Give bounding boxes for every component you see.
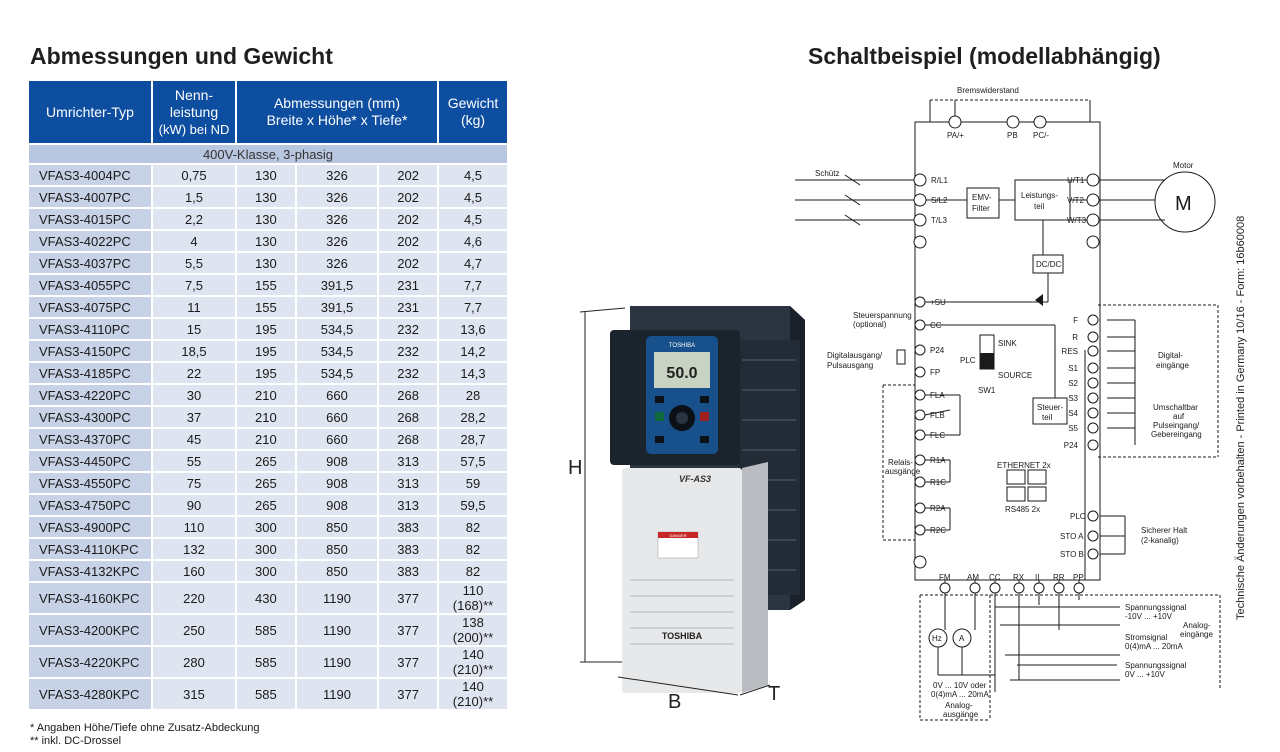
svg-text:Digital-: Digital- — [1158, 351, 1183, 360]
value-cell: 850 — [297, 517, 377, 537]
value-cell: 15 — [153, 319, 235, 339]
table-row — [29, 679, 507, 709]
value-cell: 250 — [153, 615, 235, 645]
svg-text:S/L2: S/L2 — [931, 196, 948, 205]
value-cell: 55 — [153, 451, 235, 471]
svg-text:Hz: Hz — [932, 634, 942, 643]
table-row — [29, 209, 507, 229]
svg-text:FLB: FLB — [930, 411, 945, 420]
svg-text:Filter: Filter — [972, 204, 990, 213]
model-cell: VFAS3-4550PC — [29, 473, 151, 493]
value-cell: 14,2 — [439, 341, 507, 361]
value-cell: 130 — [237, 187, 295, 207]
value-cell: 7,7 — [439, 275, 507, 295]
model-cell: VFAS3-4007PC — [29, 187, 151, 207]
value-cell: 280 — [153, 647, 235, 677]
svg-text:-10V ... +10V: -10V ... +10V — [1125, 612, 1172, 621]
value-cell: 28 — [439, 385, 507, 405]
svg-text:DC/DC: DC/DC — [1036, 260, 1062, 269]
model-cell: VFAS3-4450PC — [29, 451, 151, 471]
svg-text:P24: P24 — [1063, 441, 1078, 450]
value-cell: 37 — [153, 407, 235, 427]
model-cell: VFAS3-4110PC — [29, 319, 151, 339]
table-row — [29, 583, 507, 613]
table-row — [29, 429, 507, 449]
svg-text:Umschaltbar: Umschaltbar — [1153, 403, 1198, 412]
svg-text:U/T1: U/T1 — [1067, 176, 1085, 185]
value-cell: 202 — [379, 253, 437, 273]
svg-text:Gebereingang: Gebereingang — [1151, 430, 1202, 439]
svg-text:T/L3: T/L3 — [931, 216, 948, 225]
svg-text:PA/+: PA/+ — [947, 131, 964, 140]
svg-text:ETHERNET 2x: ETHERNET 2x — [997, 461, 1051, 470]
model-cell: VFAS3-4160KPC — [29, 583, 151, 613]
value-cell: 82 — [439, 561, 507, 581]
value-cell: 110 (168)** — [439, 583, 507, 613]
svg-text:R2A: R2A — [930, 504, 946, 513]
legal-note: Technische Änderungen vorbehalten - Printed in Germany 10/16 - Form: 16b60008 — [1235, 215, 1247, 620]
value-cell: 300 — [237, 561, 295, 581]
value-cell: 1,5 — [153, 187, 235, 207]
svg-text:EMV-: EMV- — [972, 193, 992, 202]
svg-text:AM: AM — [967, 573, 979, 582]
dimensions-table — [27, 79, 509, 711]
value-cell: 155 — [237, 297, 295, 317]
value-cell: 326 — [297, 165, 377, 185]
value-cell: 11 — [153, 297, 235, 317]
value-cell: 585 — [237, 679, 295, 709]
svg-text:eingänge: eingänge — [1180, 630, 1213, 639]
value-cell: 313 — [379, 495, 437, 515]
svg-text:0V ... 10V oder: 0V ... 10V oder — [933, 681, 987, 690]
value-cell: 57,5 — [439, 451, 507, 471]
table-row — [29, 647, 507, 677]
table-row — [29, 319, 507, 339]
model-cell: VFAS3-4370PC — [29, 429, 151, 449]
svg-text:RX: RX — [1013, 573, 1025, 582]
header-dimensions: Abmessungen (mm) Breite x Höhe* x Tiefe* — [237, 81, 437, 143]
value-cell: 315 — [153, 679, 235, 709]
value-cell: 232 — [379, 363, 437, 383]
value-cell: 391,5 — [297, 275, 377, 295]
svg-text:RES: RES — [1061, 347, 1078, 356]
svg-text:Bremswiderstand: Bremswiderstand — [957, 86, 1019, 95]
svg-text:Steuer-: Steuer- — [1037, 403, 1064, 412]
value-cell: 210 — [237, 429, 295, 449]
svg-text:Analog-: Analog- — [945, 701, 973, 710]
value-cell: 268 — [379, 407, 437, 427]
svg-text:FLC: FLC — [930, 431, 946, 440]
svg-text:S2: S2 — [1068, 379, 1078, 388]
value-cell: 220 — [153, 583, 235, 613]
value-cell: 534,5 — [297, 363, 377, 383]
value-cell: 82 — [439, 539, 507, 559]
value-cell: 377 — [379, 615, 437, 645]
table-row — [29, 495, 507, 515]
dim-t: T — [768, 683, 781, 705]
svg-text:PLC: PLC — [1070, 512, 1086, 521]
value-cell: 1190 — [297, 583, 377, 613]
table-row — [29, 451, 507, 471]
svg-text:0V ... +10V: 0V ... +10V — [1125, 670, 1165, 679]
value-cell: 585 — [237, 615, 295, 645]
value-cell: 908 — [297, 495, 377, 515]
svg-text:Relais-: Relais- — [888, 458, 913, 467]
value-cell: 4,5 — [439, 165, 507, 185]
value-cell: 660 — [297, 385, 377, 405]
svg-text:PB: PB — [1007, 131, 1018, 140]
value-cell: 75 — [153, 473, 235, 493]
svg-text:Schütz: Schütz — [815, 169, 840, 178]
table-row — [29, 297, 507, 317]
value-cell: 268 — [379, 385, 437, 405]
value-cell: 4,6 — [439, 231, 507, 251]
model-cell: VFAS3-4055PC — [29, 275, 151, 295]
model-cell: VFAS3-4750PC — [29, 495, 151, 515]
value-cell: 195 — [237, 363, 295, 383]
value-cell: 383 — [379, 539, 437, 559]
value-cell: 391,5 — [297, 297, 377, 317]
value-cell: 585 — [237, 647, 295, 677]
svg-text:V/T2: V/T2 — [1067, 196, 1084, 205]
svg-text:FP: FP — [930, 368, 941, 377]
svg-text:Pulsausgang: Pulsausgang — [827, 361, 874, 370]
model-cell: VFAS3-4004PC — [29, 165, 151, 185]
svg-text:S4: S4 — [1068, 409, 1078, 418]
value-cell: 850 — [297, 561, 377, 581]
svg-text:SINK: SINK — [998, 339, 1017, 348]
value-cell: 202 — [379, 231, 437, 251]
value-cell: 660 — [297, 429, 377, 449]
table-row — [29, 165, 507, 185]
value-cell: 210 — [237, 407, 295, 427]
value-cell: 383 — [379, 561, 437, 581]
model-cell: VFAS3-4037PC — [29, 253, 151, 273]
value-cell: 265 — [237, 495, 295, 515]
model-cell: VFAS3-4075PC — [29, 297, 151, 317]
value-cell: 202 — [379, 187, 437, 207]
value-cell: 313 — [379, 451, 437, 471]
header-type: Umrichter-Typ — [29, 81, 151, 143]
value-cell: 1190 — [297, 615, 377, 645]
svg-text:S3: S3 — [1068, 394, 1078, 403]
svg-text:R1A: R1A — [930, 456, 946, 465]
value-cell: 28,7 — [439, 429, 507, 449]
table-row — [29, 341, 507, 361]
model-cell: VFAS3-4220KPC — [29, 647, 151, 677]
table-row — [29, 615, 507, 645]
svg-text:A: A — [959, 634, 965, 643]
value-cell: 132 — [153, 539, 235, 559]
svg-text:CC: CC — [989, 573, 1001, 582]
table-row — [29, 407, 507, 427]
svg-text:Pulseingang/: Pulseingang/ — [1153, 421, 1200, 430]
panel-display: 50.0 — [666, 365, 698, 382]
value-cell: 326 — [297, 187, 377, 207]
model-cell: VFAS3-4200KPC — [29, 615, 151, 645]
value-cell: 300 — [237, 517, 295, 537]
value-cell: 18,5 — [153, 341, 235, 361]
value-cell: 130 — [237, 231, 295, 251]
value-cell: 14,3 — [439, 363, 507, 383]
value-cell: 377 — [379, 647, 437, 677]
model-cell: VFAS3-4110KPC — [29, 539, 151, 559]
value-cell: 231 — [379, 275, 437, 295]
model-cell: VFAS3-4280KPC — [29, 679, 151, 709]
value-cell: 1190 — [297, 647, 377, 677]
svg-text:R: R — [1072, 333, 1078, 342]
model-cell: VFAS3-4022PC — [29, 231, 151, 251]
svg-text:(optional): (optional) — [853, 320, 887, 329]
svg-text:PC/-: PC/- — [1033, 131, 1049, 140]
svg-text:FLA: FLA — [930, 391, 945, 400]
header-power: Nenn- leistung (kW) bei ND — [153, 81, 235, 143]
svg-text:W/T3: W/T3 — [1067, 216, 1087, 225]
svg-text:teil: teil — [1034, 202, 1045, 211]
svg-text:F: F — [1073, 316, 1078, 325]
value-cell: 4,5 — [439, 187, 507, 207]
value-cell: 231 — [379, 297, 437, 317]
value-cell: 138 (200)** — [439, 615, 507, 645]
dim-b: B — [668, 691, 682, 713]
svg-text:0(4)mA ... 20mA: 0(4)mA ... 20mA — [931, 690, 989, 699]
svg-text:S1: S1 — [1068, 364, 1078, 373]
svg-text:STO B: STO B — [1060, 550, 1084, 559]
svg-text:RR: RR — [1053, 573, 1065, 582]
svg-text:Steuerspannung: Steuerspannung — [853, 311, 912, 320]
dim-h: H — [568, 457, 583, 479]
value-cell: 313 — [379, 473, 437, 493]
value-cell: 430 — [237, 583, 295, 613]
svg-text:eingänge: eingänge — [1156, 361, 1189, 370]
svg-text:R1C: R1C — [930, 478, 947, 487]
value-cell: 326 — [297, 253, 377, 273]
model-cell: VFAS3-4132KPC — [29, 561, 151, 581]
value-cell: 383 — [379, 517, 437, 537]
model-cell: VFAS3-4900PC — [29, 517, 151, 537]
value-cell: 265 — [237, 473, 295, 493]
value-cell: 377 — [379, 583, 437, 613]
footnote-2: ** inkl. DC-Drossel — [30, 735, 122, 747]
value-cell: 160 — [153, 561, 235, 581]
svg-text:(2-kanalig): (2-kanalig) — [1141, 536, 1179, 545]
value-cell: 4,5 — [439, 209, 507, 229]
svg-text:Digitalausgang/: Digitalausgang/ — [827, 351, 883, 360]
value-cell: 300 — [237, 539, 295, 559]
value-cell: 326 — [297, 231, 377, 251]
value-cell: 30 — [153, 385, 235, 405]
svg-text:R/L1: R/L1 — [931, 176, 948, 185]
value-cell: 377 — [379, 679, 437, 709]
value-cell: 13,6 — [439, 319, 507, 339]
wiring-diagram — [785, 80, 1255, 730]
svg-text:0(4)mA ... 20mA: 0(4)mA ... 20mA — [1125, 642, 1183, 651]
voltage-class-row: 400V-Klasse, 3-phasig — [29, 145, 507, 163]
value-cell: 5,5 — [153, 253, 235, 273]
value-cell: 232 — [379, 341, 437, 361]
svg-text:PLC: PLC — [960, 356, 976, 365]
svg-text:CC: CC — [930, 321, 942, 330]
svg-text:II: II — [1035, 573, 1040, 582]
svg-text:RS485 2x: RS485 2x — [1005, 505, 1041, 514]
table-row — [29, 363, 507, 383]
svg-text:SW1: SW1 — [978, 386, 996, 395]
svg-text:Analog-: Analog- — [1183, 621, 1211, 630]
value-cell: 268 — [379, 429, 437, 449]
model-cell: VFAS3-4185PC — [29, 363, 151, 383]
svg-text:ausgänge: ausgänge — [943, 710, 979, 719]
value-cell: 59,5 — [439, 495, 507, 515]
value-cell: 0,75 — [153, 165, 235, 185]
table-row — [29, 473, 507, 493]
svg-text:Leistungs-: Leistungs- — [1021, 191, 1058, 200]
value-cell: 7,7 — [439, 297, 507, 317]
model-cell: VFAS3-4300PC — [29, 407, 151, 427]
svg-text:teil: teil — [1042, 413, 1053, 422]
table-row — [29, 539, 507, 559]
wiring-title: Schaltbeispiel (modellabhängig) — [808, 43, 1161, 69]
value-cell: 2,2 — [153, 209, 235, 229]
value-cell: 28,2 — [439, 407, 507, 427]
value-cell: 202 — [379, 165, 437, 185]
front-brand: TOSHIBA — [661, 631, 703, 641]
value-cell: 326 — [297, 209, 377, 229]
svg-text:+SU: +SU — [930, 298, 946, 307]
svg-text:R2C: R2C — [930, 526, 947, 535]
table-row — [29, 517, 507, 537]
table-row — [29, 385, 507, 405]
value-cell: 534,5 — [297, 319, 377, 339]
value-cell: 1190 — [297, 679, 377, 709]
value-cell: 534,5 — [297, 341, 377, 361]
value-cell: 140 (210)** — [439, 679, 507, 709]
svg-text:S5: S5 — [1068, 424, 1078, 433]
value-cell: 110 — [153, 517, 235, 537]
value-cell: 660 — [297, 407, 377, 427]
svg-text:Stromsignal: Stromsignal — [1125, 633, 1168, 642]
value-cell: 130 — [237, 165, 295, 185]
footnote-1: * Angaben Höhe/Tiefe ohne Zusatz-Abdeckung — [30, 722, 260, 734]
header-weight: Gewicht (kg) — [439, 81, 507, 143]
table-row — [29, 231, 507, 251]
value-cell: 82 — [439, 517, 507, 537]
svg-text:STO A: STO A — [1060, 532, 1084, 541]
value-cell: 202 — [379, 209, 437, 229]
dimensions-title: Abmessungen und Gewicht — [30, 43, 333, 69]
table-row — [29, 187, 507, 207]
value-cell: 4,7 — [439, 253, 507, 273]
value-cell: 140 (210)** — [439, 647, 507, 677]
value-cell: 7,5 — [153, 275, 235, 295]
model-cell: VFAS3-4150PC — [29, 341, 151, 361]
table-row — [29, 253, 507, 273]
svg-text:Motor: Motor — [1173, 161, 1194, 170]
svg-text:Sicherer Halt: Sicherer Halt — [1141, 526, 1188, 535]
value-cell: 45 — [153, 429, 235, 449]
value-cell: 59 — [439, 473, 507, 493]
value-cell: 22 — [153, 363, 235, 383]
panel-brand: TOSHIBA — [668, 343, 696, 349]
value-cell: 232 — [379, 319, 437, 339]
value-cell: 850 — [297, 539, 377, 559]
svg-text:M: M — [1175, 193, 1192, 215]
svg-text:auf: auf — [1173, 412, 1185, 421]
table-row — [29, 561, 507, 581]
svg-text:PP: PP — [1073, 573, 1084, 582]
value-cell: 265 — [237, 451, 295, 471]
model-label: VF-AS3 — [678, 474, 712, 484]
value-cell: 908 — [297, 451, 377, 471]
value-cell: 130 — [237, 253, 295, 273]
svg-text:P24: P24 — [930, 346, 945, 355]
warning-label: DANGER — [669, 533, 687, 538]
svg-text:Spannungssignal: Spannungssignal — [1125, 661, 1187, 670]
svg-text:SOURCE: SOURCE — [998, 371, 1033, 380]
model-cell: VFAS3-4220PC — [29, 385, 151, 405]
value-cell: 90 — [153, 495, 235, 515]
table-row — [29, 275, 507, 295]
svg-text:FM: FM — [939, 573, 951, 582]
value-cell: 4 — [153, 231, 235, 251]
value-cell: 195 — [237, 341, 295, 361]
svg-text:ausgänge: ausgänge — [885, 467, 921, 476]
svg-text:Spannungssignal: Spannungssignal — [1125, 603, 1187, 612]
model-cell: VFAS3-4015PC — [29, 209, 151, 229]
value-cell: 210 — [237, 385, 295, 405]
value-cell: 130 — [237, 209, 295, 229]
value-cell: 155 — [237, 275, 295, 295]
value-cell: 908 — [297, 473, 377, 493]
value-cell: 195 — [237, 319, 295, 339]
